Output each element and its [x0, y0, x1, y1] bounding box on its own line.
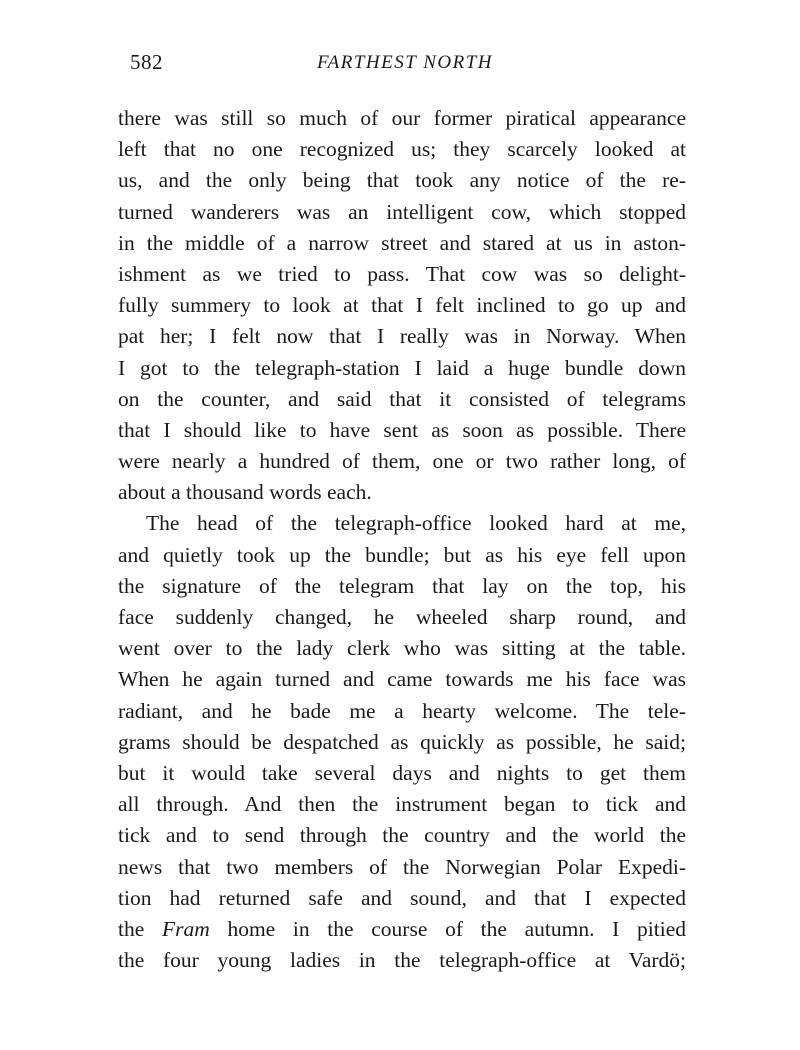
- text-line: fully summery to look at that I felt inclined to go up and: [118, 293, 686, 318]
- page-header: [122, 50, 688, 80]
- text-line: left that no one recognized us; they scarcely looked at: [118, 137, 686, 162]
- text-fragment: home in the course of the autumn. I pitied: [209, 916, 686, 941]
- text-line: grams should be despatched as quickly as possible, he said;: [118, 729, 686, 754]
- paragraph-1: [118, 103, 686, 508]
- text-line: the signature of the telegram that lay on the top, his: [118, 573, 686, 598]
- page-number: 582: [130, 50, 163, 74]
- text-line: there was still so much of our former piratical appearance: [118, 106, 686, 130]
- text-line: were nearly a hundred of them, one or two rather long, of: [118, 449, 686, 474]
- text-line: news that two members of the Norwegian Polar Expedi-: [118, 854, 686, 879]
- text-line: the four young ladies in the telegraph-office at Vardö;: [118, 948, 686, 973]
- text-line: tick and to send through the country and the world the: [118, 823, 686, 848]
- text-line: and quietly took up the bundle; but as his eye fell upon: [118, 542, 686, 567]
- text-line: radiant, and he bade me a hearty welcome. The tele-: [118, 698, 686, 723]
- text-line: that I should like to have sent as soon as possible. There: [118, 417, 686, 442]
- text-line: us, and the only being that took any notice of the re-: [118, 168, 686, 193]
- text-fragment: the: [118, 916, 162, 941]
- text-line: The head of the telegraph-office looked hard at me,: [146, 511, 686, 536]
- text-line: When he again turned and came towards me his face was: [118, 667, 686, 692]
- body-text: [118, 103, 686, 976]
- paragraph-2: [118, 508, 686, 976]
- text-line: on the counter, and said that it consisted of telegrams: [118, 386, 686, 411]
- text-line: all through. And then the instrument began to tick and: [118, 792, 686, 817]
- text-line-fram: [118, 914, 686, 945]
- ship-name-fram: Fram: [161, 916, 210, 941]
- text-line: ishment as we tried to pass. That cow was so delight-: [118, 261, 686, 286]
- text-line: but it would take several days and nights to get them: [118, 760, 686, 785]
- text-line: face suddenly changed, he wheeled sharp round, and: [118, 605, 686, 629]
- text-line: in the middle of a narrow street and stared at us in aston-: [118, 230, 686, 255]
- running-title: FARTHEST NORTH: [316, 52, 494, 73]
- text-line: pat her; I felt now that I really was in Norway. When: [118, 324, 686, 349]
- text-line: went over to the lady clerk who was sitting at the table.: [118, 636, 686, 661]
- text-line: I got to the telegraph-station I laid a huge bundle down: [118, 355, 686, 380]
- text-line: tion had returned safe and sound, and that I expected: [118, 885, 686, 910]
- text-line: turned wanderers was an intelligent cow, which stopped: [118, 199, 686, 224]
- text-line: about a thousand words each.: [118, 480, 372, 505]
